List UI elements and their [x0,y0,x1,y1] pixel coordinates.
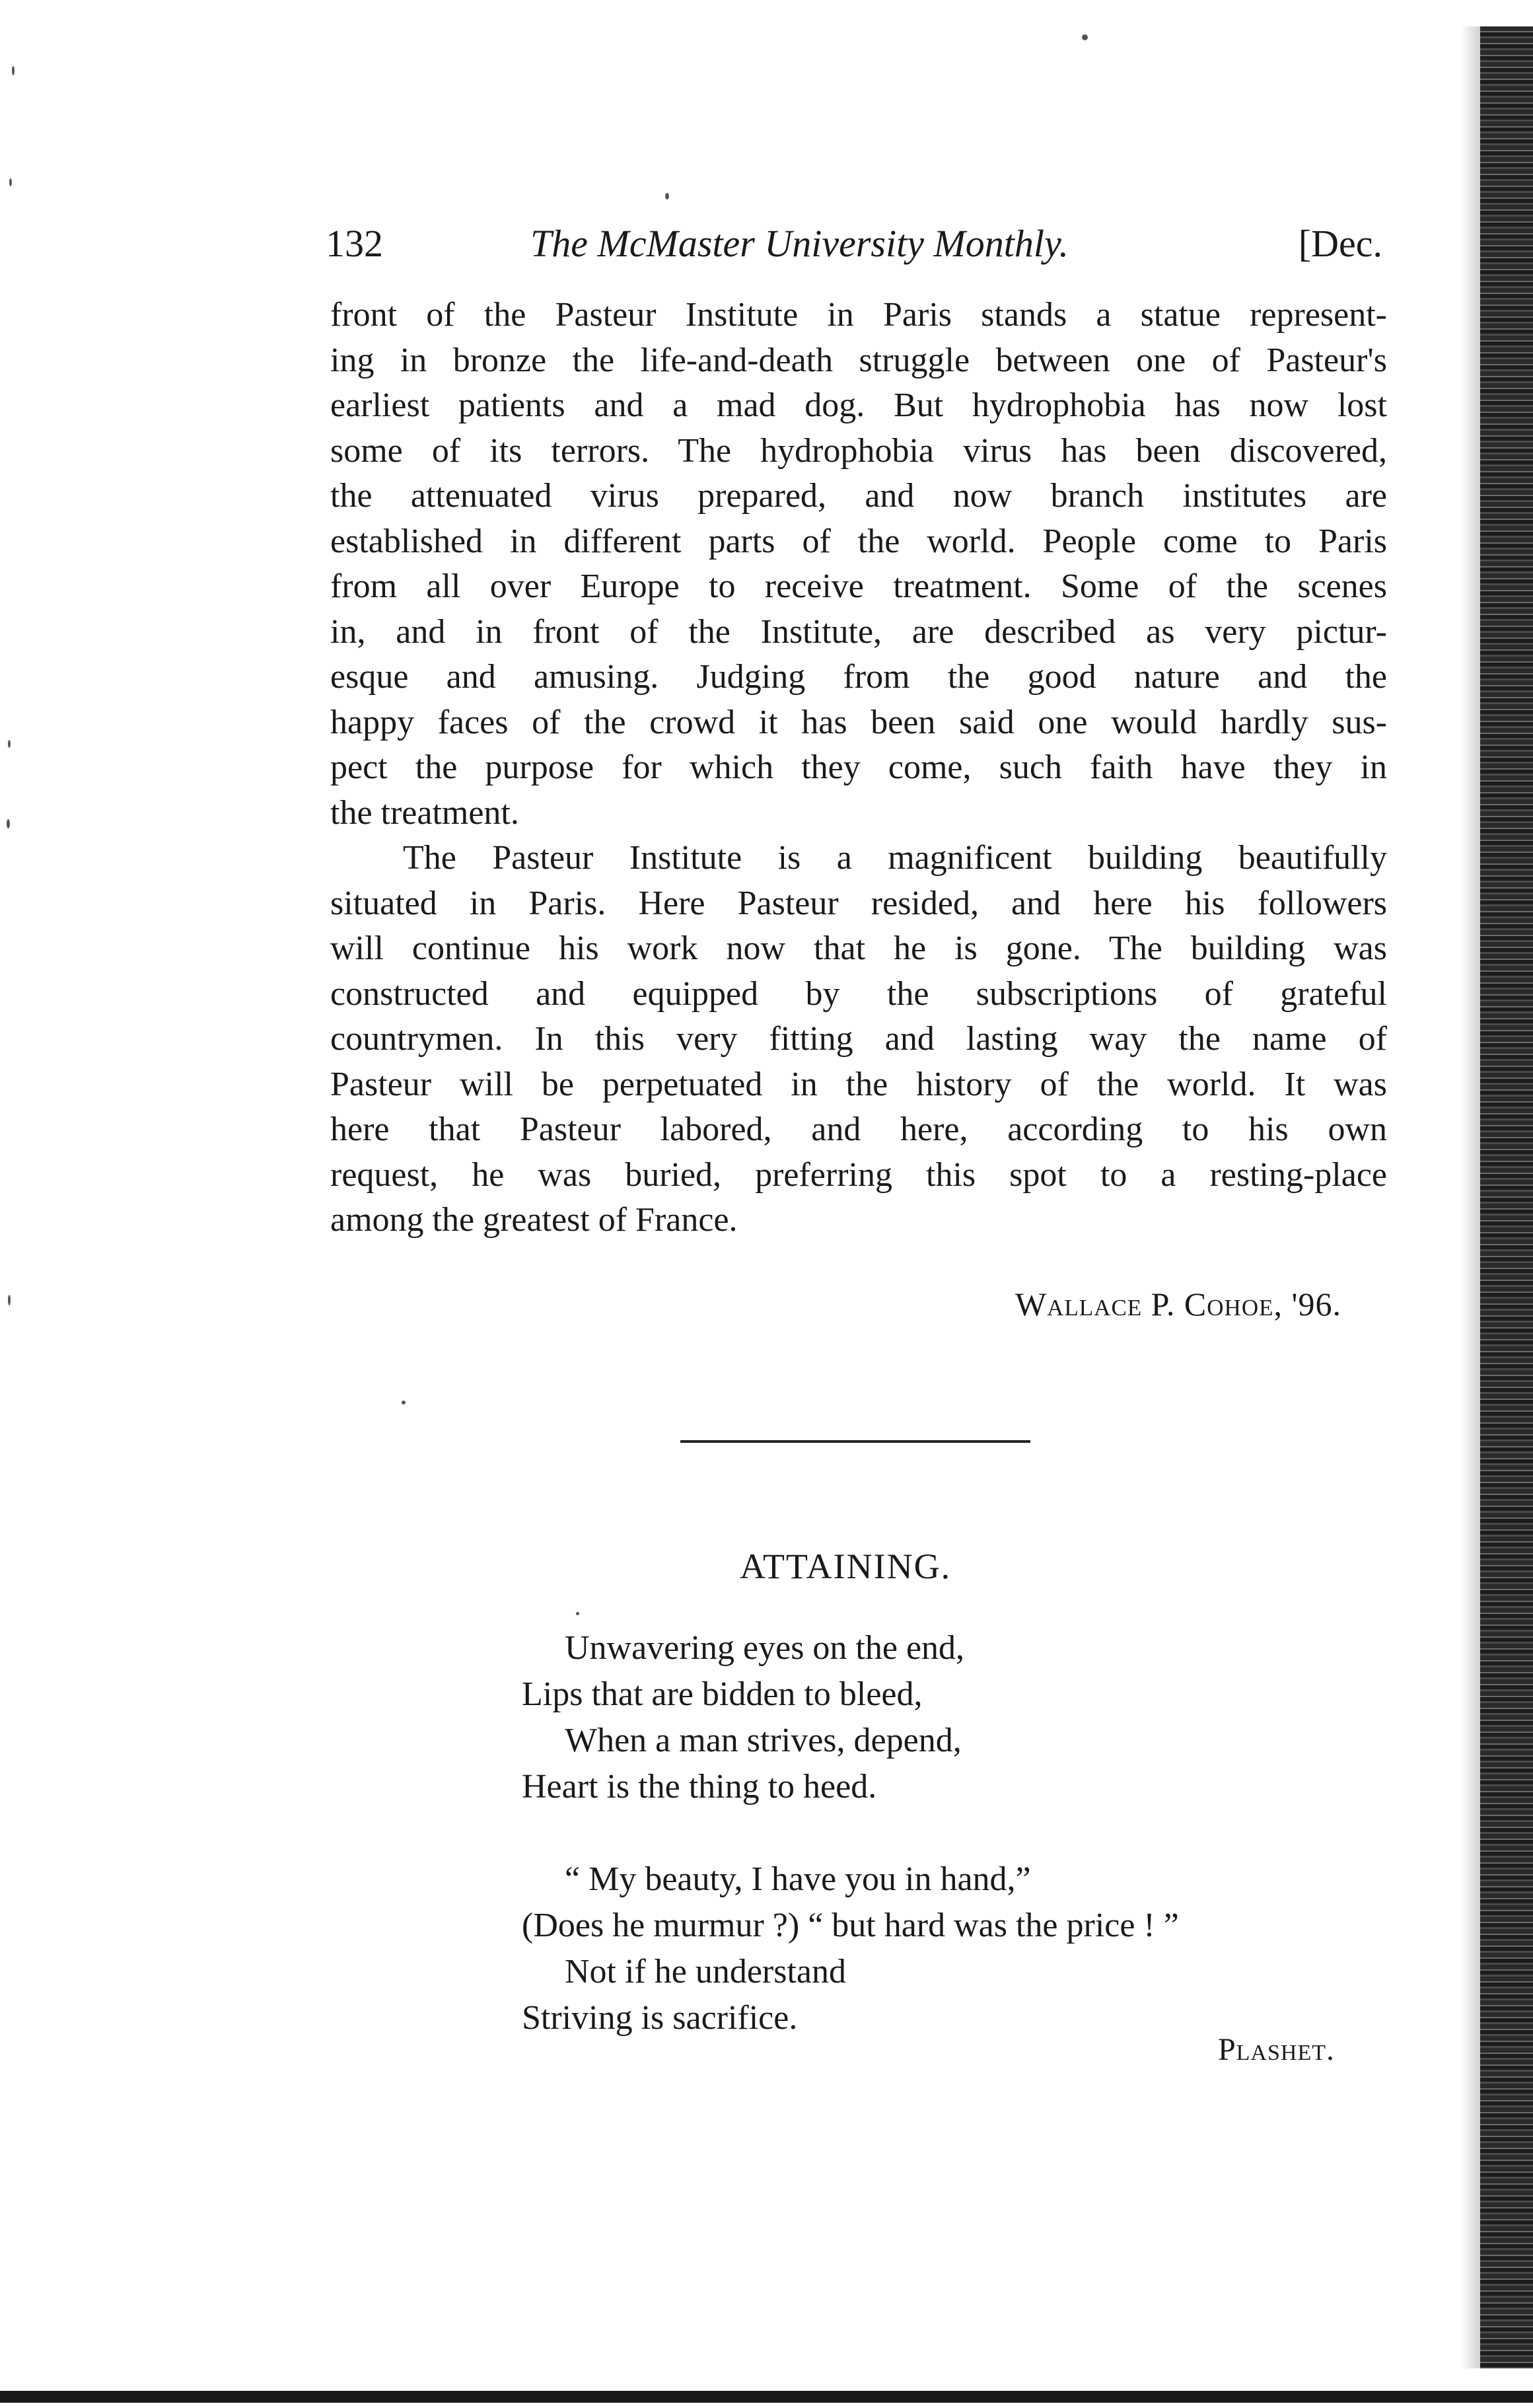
scan-speck [12,66,15,75]
running-title: The McMaster University Monthly. [530,222,1069,265]
verse-line: Unwavering eyes on the end, [565,1629,965,1667]
text-line: from all over Europe to receive treatment. Some of the scenes [330,567,1387,605]
scan-speck [7,819,10,828]
text-line: in, and in front of the Institute, are described as very pictur- [330,612,1387,651]
text-line: request, he was buried, preferring this spot to a resting-place [330,1155,1387,1194]
text-line: pect the purpose for which they come, such faith have they in [330,748,1387,786]
scan-speck [576,1612,579,1615]
text-line: constructed and equipped by the subscriptions of grateful [330,974,1387,1013]
scan-speck [8,740,11,748]
binding-shadow [1460,26,1480,2368]
verse-line: Not if he understand [565,1953,847,1990]
poem-stanza [522,1856,1179,2041]
text-line: the attenuated virus prepared, and now branch institutes are [330,477,1387,515]
poem-signature: Plashet. [1217,2032,1335,2067]
text-line: among the greatest of France. [330,1201,738,1239]
text-line: earliest patients and a mad dog. But hydrophobia has now lost [330,386,1387,424]
text-line: ing in bronze the life-and-death struggle between one of Pasteur's [330,341,1387,379]
text-line: here that Pasteur labored, and here, according to his own [330,1111,1387,1148]
verse-line: Lips that are bidden to bleed, [522,1675,923,1713]
scan-speck [665,193,669,200]
article-signature: Wallace P. Cohoe, '96. [1015,1286,1341,1323]
running-header [326,221,1382,274]
text-line: established in different parts of the world. People come to Paris [330,522,1387,560]
poem-body [522,1625,1179,2088]
text-line: Pasteur will be perpetuated in the history of the world. It was [330,1065,1387,1103]
article-body [330,293,1387,1243]
issue-month: [Dec. [1298,222,1382,265]
text-line: some of its terrors. The hydrophobia virus has been discovered, [330,431,1387,470]
binding-edge [1480,26,1533,2368]
scan-speck [402,1401,406,1405]
text-line: esque and amusing. Judging from the good nature and the [330,658,1387,696]
verse-line: Striving is sacrifice. [522,1999,798,2037]
verse-line: (Does he murmur ?) “ but hard was the price ! ” [522,1907,1179,1944]
text-line: happy faces of the crowd it has been said one would hardly sus- [330,703,1387,741]
poem-title: ATTAINING. [740,1547,952,1586]
section-divider [680,1440,1030,1443]
page-number: 132 [326,222,383,265]
scan-speck [9,178,12,186]
text-line: will continue his work now that he is gone. The building was [330,930,1387,967]
verse-line: “ My beauty, I have you in hand,” [565,1860,1031,1898]
bottom-edge-rule [0,2391,1533,2403]
text-line: situated in Paris. Here Pasteur resided, and here his followers [330,884,1387,922]
verse-line: When a man strives, depend, [565,1722,962,1759]
text-line: front of the Pasteur Institute in Paris stands a statue represent- [330,296,1387,334]
text-line: countrymen. In this very fitting and lasting way the name of [330,1020,1387,1058]
poem-stanza [522,1625,1179,1810]
text-line: The Pasteur Institute is a magnificent building beautifully [403,839,1387,877]
scan-speck [1082,34,1088,40]
scan-speck [8,1295,11,1305]
text-line: the treatment. [330,793,519,832]
verse-line: Heart is the thing to heed. [522,1768,877,1806]
